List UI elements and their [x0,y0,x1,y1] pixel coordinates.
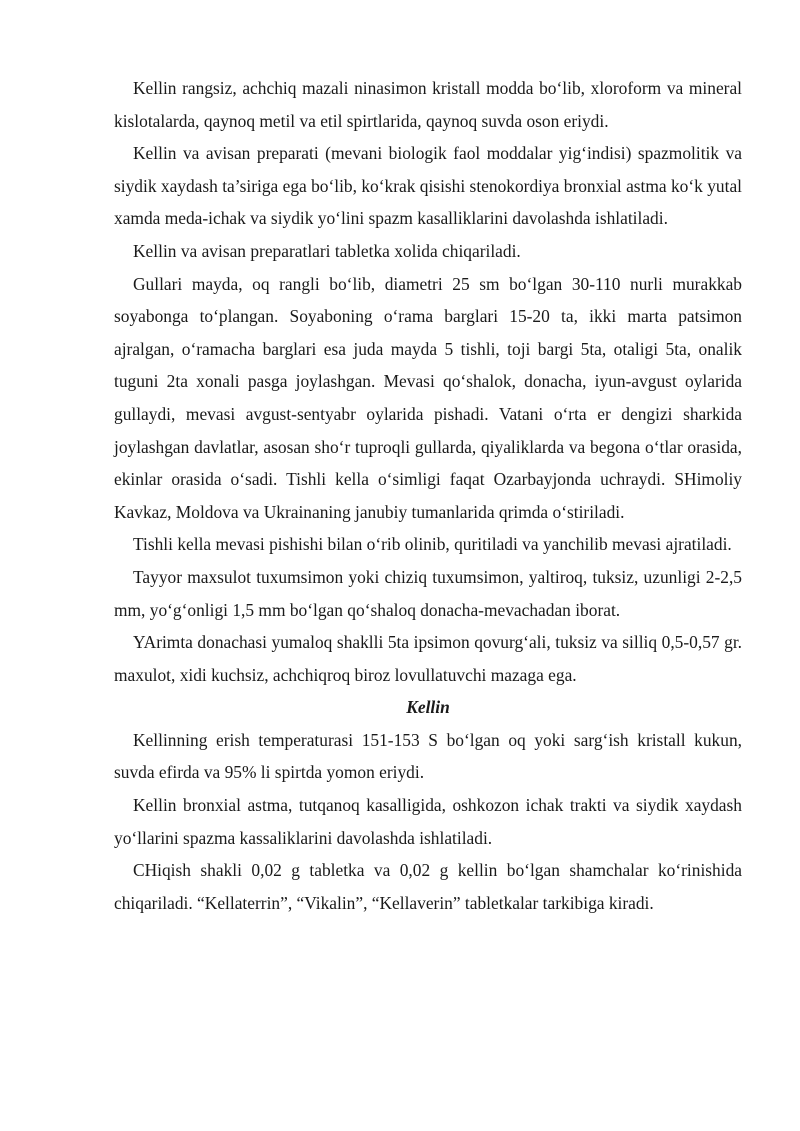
paragraph: Gullari mayda, oq rangli bo‘lib, diametri 25 sm bo‘lgan 30-110 nurli murakkab soyabonga to‘plangan. Soyaboning o‘rama barglari 15-20 ta, ikki marta patsimon ajralgan, o‘ramacha barglari esa juda mayda 5 tishli, toji bargi 5ta, otaligi 5ta, onalik tuguni 2ta xonali pasga joylashgan. Mevasi qo‘shalok, donacha, iyun-avgust oylarida gullaydi, mevasi avgust-sentyabr oylarida pishadi. Vatani o‘rta er dengizi sharkida joylashgan davlatlar, asosan sho‘r tuproqli gullarda, qiyaliklarda va begona o‘tlar orasida, ekinlar orasida o‘sadi. Tishli kella o‘simligi faqat Ozarbayjonda uchraydi. SHimoliy Kavkaz, Moldova va Ukrainaning janubiy tumanlarida qrimda o‘stiriladi. [114,273,742,522]
paragraph: Tishli kella mevasi pishishi bilan o‘rib olinib, quritiladi va yanchilib mevasi ajratiladi. [133,534,732,555]
document-page [114,72,742,919]
paragraph: CHiqish shakli 0,02 g tabletka va 0,02 g kellin bo‘lgan shamchalar ko‘rinishida chiqariladi. “Kellaterrin”, “Vikalin”, “Kellaverin” tabletkalar tarkibiga kiradi. [114,860,742,913]
paragraph: Kellinning erish temperaturasi 151-153 S bo‘lgan oq yoki sarg‘ish kristall kukun, suvda efirda va 95% li spirtda yomon eriydi. [114,729,742,783]
paragraph: Kellin bronxial astma, tutqanoq kasalligida, oshkozon ichak trakti va siydik xaydash yo‘llarini spazma kassaliklarini davolashda ishlatiladi. [114,795,742,848]
paragraph: Kellin va avisan preparati (mevani biologik faol moddalar yig‘indisi) spazmolitik va siydik xaydash ta’siriga ega bo‘lib, ko‘krak qisishi stenokordiya bronxial astma ko‘k yutal xamda meda-ichak va siydik yo‘lini spazm kasalliklarini davolashda ishlatiladi. [114,143,742,229]
paragraph: Kellin rangsiz, achchiq mazali ninasimon kristall modda bo‘lib, xloroform va mineral kislotalarda, qaynoq metil va etil spirtlarida, qaynoq suvda oson eriydi. [114,78,742,131]
section-heading: Kellin [406,697,450,718]
paragraph: Kellin va avisan preparatlari tabletka xolida chiqariladi. [133,240,521,261]
paragraph: Tayyor maxsulot tuxumsimon yoki chiziq tuxumsimon, yaltiroq, tuksiz, uzunligi 2-2,5 mm, yo‘g‘onligi 1,5 mm bo‘lgan qo‘shaloq donacha-mevachadan iborat. [114,566,742,620]
paragraph: YArimta donachasi yumaloq shaklli 5ta ipsimon qovurg‘ali, tuksiz va silliq 0,5-0,57 gr. maxulot, xidi kuchsiz, achchiqroq biroz lovullatuvchi mazaga ega. [114,632,742,685]
